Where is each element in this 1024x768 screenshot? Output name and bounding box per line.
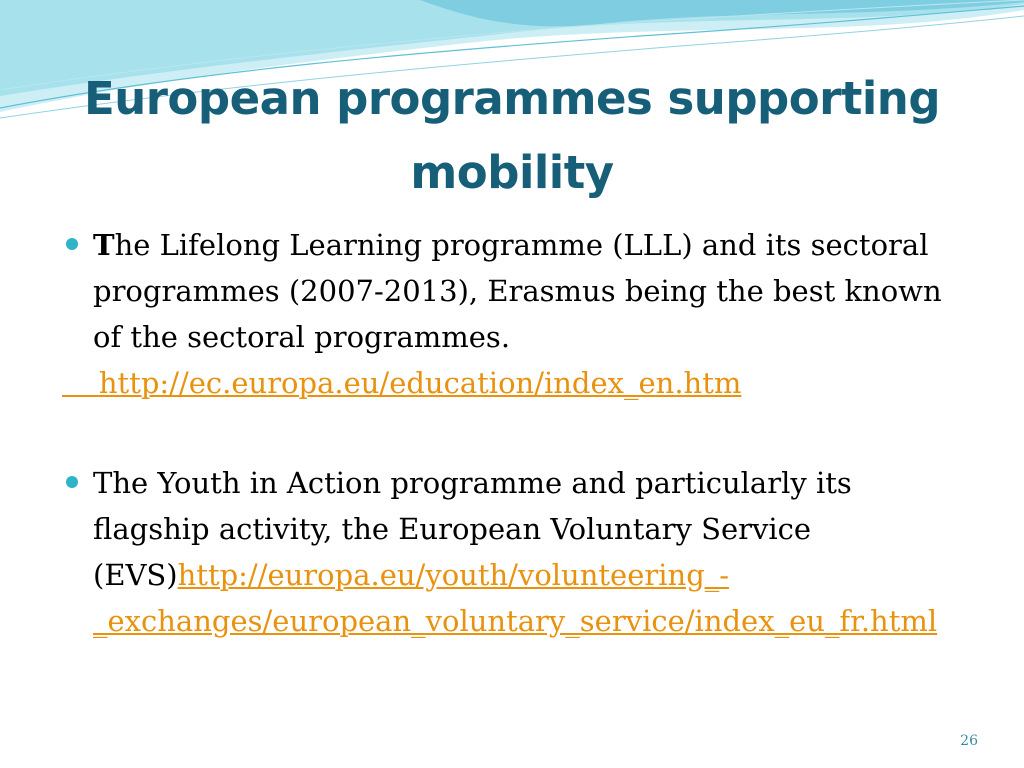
slide-title: European programmes supporting mobility	[83, 72, 941, 199]
bullet-first-letter: T	[93, 228, 115, 262]
bullet-item-youth	[60, 460, 970, 644]
slide-body	[60, 222, 970, 644]
bullet-text-lll: he Lifelong Learning programme (LLL) and its sectoral programmes (2007-2013), Erasmus being the best known of the sectoral programmes.	[93, 228, 942, 354]
evs-link[interactable]: http://europa.eu/youth/volunteering_-_exchanges/european_voluntary_service/index_eu_fr.html	[93, 558, 938, 638]
bullet-dot-icon	[66, 476, 78, 488]
bullet-text-youth: The Youth in Action programme and particularly its flagship activity, the European Voluntary Service (EVS)	[93, 466, 852, 592]
education-link[interactable]: http://ec.europa.eu/education/index_en.htm	[98, 366, 742, 400]
spacer	[60, 406, 970, 460]
bullet-item-lll	[60, 222, 970, 360]
bullet-dot-icon	[66, 238, 78, 250]
page-number: 26	[960, 733, 978, 749]
education-link-line	[60, 360, 970, 406]
